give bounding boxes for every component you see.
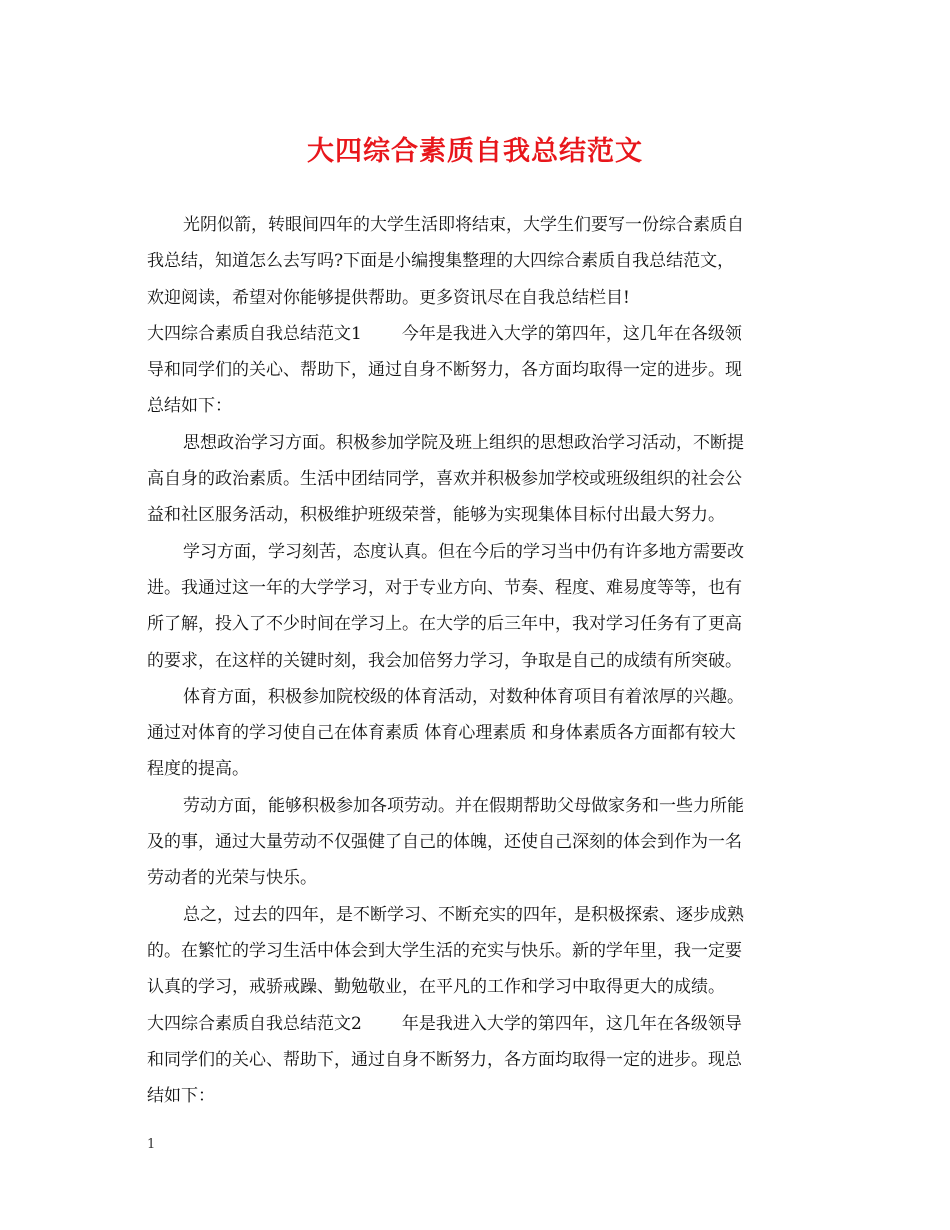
paragraph-line: 欢迎阅读，希望对你能够提供帮助。更多资讯尽在自我总结栏目! [147, 287, 630, 308]
paragraph-line: 体育方面，积极参加院校级的体育活动，对数种体育项目有着浓厚的兴趣。 [183, 686, 744, 707]
paragraph-line: 益和社区服务活动，积极维护班级荣誉，能够为实现集体目标付出最大努力。 [147, 505, 725, 526]
paragraph-line: 劳动者的光荣与快乐。 [147, 868, 317, 889]
paragraph-line: 认真的学习，戒骄戒躁、勤勉敬业，在平凡的工作和学习中取得更大的成绩。 [147, 977, 725, 998]
section-heading-line [147, 316, 807, 352]
paragraph-line: 劳动方面，能够积极参加各项劳动。并在假期帮助父母做家务和一些力所能 [183, 795, 744, 816]
paragraph-line: 总之，过去的四年，是不断学习、不断充实的四年，是积极探索、逐步成熟 [183, 904, 744, 925]
paragraph-line: 和同学们的关心、帮助下，通过自身不断努力，各方面均取得一定的进步。现总 [147, 1049, 742, 1070]
paragraph-line: 思想政治学习方面。积极参加学院及班上组织的思想政治学习活动，不断提 [183, 432, 744, 453]
paragraph-line: 所了解，投入了不少时间在学习上。在大学的后三年中，我对学习任务有了更高 [147, 614, 742, 635]
paragraph-line: 通过对体育的学习使自己在体育素质 体育心理素质 和身体素质各方面都有较大 [147, 723, 736, 744]
document-body [147, 207, 807, 1114]
paragraph-text: 今年是我进入大学的第四年，这几年在各级领 [401, 323, 742, 344]
paragraph-line: 学习方面，学习刻苦，态度认真。但在今后的学习当中仍有许多地方需要改 [183, 541, 744, 562]
paragraph-text: 年是我进入大学的第四年，这几年在各级领导 [401, 1013, 742, 1034]
paragraph-line: 结如下： [147, 1086, 215, 1107]
paragraph-line: 高自身的政治素质。生活中团结同学，喜欢并积极参加学校或班级组织的社会公 [147, 469, 742, 490]
paragraph-line: 及的事，通过大量劳动不仅强健了自己的体魄，还使自己深刻的体会到作为一名 [147, 832, 742, 853]
paragraph-line: 程度的提高。 [147, 759, 249, 780]
section-heading-2: 大四综合素质自我总结范文2 [147, 1013, 362, 1034]
document-title: 大四综合素质自我总结范文 [307, 136, 643, 167]
paragraph-line: 总结如下： [147, 396, 232, 417]
paragraph-line: 导和同学们的关心、帮助下，通过自身不断努力，各方面均取得一定的进步。现 [147, 360, 742, 381]
paragraph-line: 我总结，知道怎么去写吗?下面是小编搜集整理的大四综合素质自我总结范文， [147, 251, 735, 272]
paragraph-line: 进。我通过这一年的大学学习，对于专业方向、节奏、程度、难易度等等，也有 [147, 577, 742, 598]
section-heading-line [147, 1006, 807, 1042]
paragraph-line: 光阴似箭，转眼间四年的大学生活即将结束，大学生们要写一份综合素质自 [183, 215, 744, 235]
page-number: 1 [147, 1137, 156, 1152]
section-heading-1: 大四综合素质自我总结范文1 [147, 323, 362, 344]
paragraph-line: 的要求，在这样的关键时刻，我会加倍努力学习，争取是自己的成绩有所突破。 [147, 650, 742, 671]
paragraph-line: 的。在繁忙的学习生活中体会到大学生活的充实与快乐。新的学年里，我一定要 [147, 940, 742, 961]
